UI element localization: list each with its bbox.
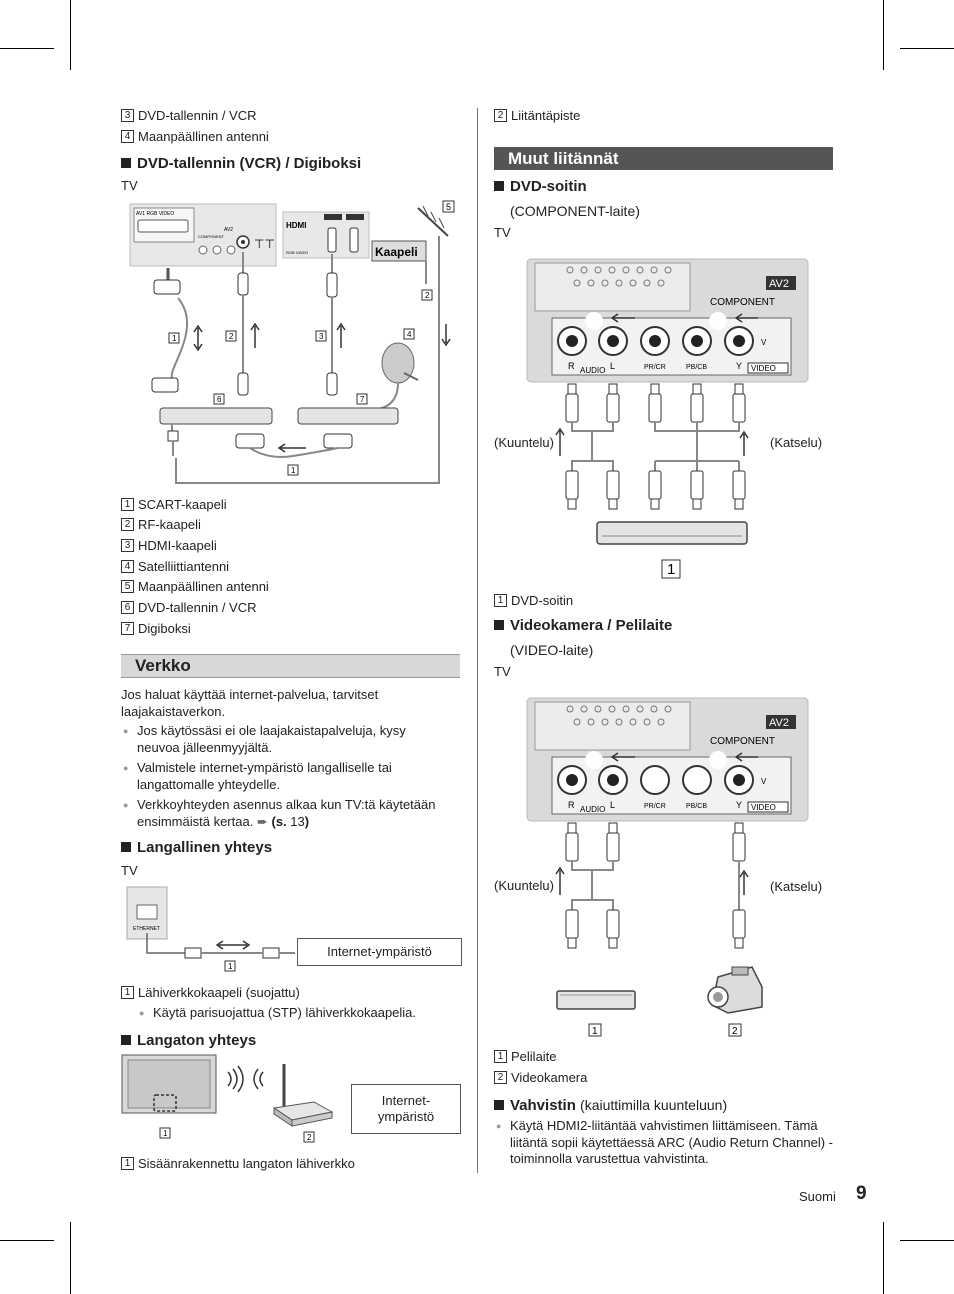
svg-text:2: 2 — [229, 332, 234, 341]
svg-text:AV2: AV2 — [769, 278, 789, 290]
svg-text:AV2: AV2 — [769, 717, 789, 729]
verkko-intro: Jos haluat käyttää internet-palvelua, tarvitset laajakaistaverkon. — [121, 687, 379, 719]
legend-item: 1 Sisäänrakennettu langaton lähiverkko — [121, 1156, 355, 1172]
legend-item: 1 DVD-soitin — [494, 593, 573, 609]
listening-label: (Kuuntelu) — [494, 435, 554, 450]
section-band-muut: Muut liitännät — [494, 147, 833, 170]
svg-text:Y: Y — [736, 361, 743, 371]
section-subheading: (VIDEO-laite) — [510, 642, 594, 658]
legend-item: 3 HDMI-kaapeli — [121, 538, 217, 554]
svg-text:Y: Y — [736, 800, 743, 810]
legend-item: 1 Pelilaite — [494, 1049, 557, 1065]
svg-text:L: L — [610, 361, 616, 371]
svg-text:⊤⊤: ⊤⊤ — [254, 237, 275, 251]
amp-bullet: ● Käytä HDMI2-liitäntää vahvistimen liittämiseen. Tämä liitäntä sopii käytettäessä ARC (Audio Return Channel) -toiminnolla varustettua vahvistinta. — [494, 1118, 840, 1168]
crop-mark — [900, 1240, 954, 1241]
svg-text:COMPONENT: COMPONENT — [198, 234, 224, 239]
svg-text:3: 3 — [319, 332, 324, 341]
svg-text:5: 5 — [446, 202, 452, 212]
page-number: 9 — [856, 1183, 867, 1204]
dvd-recorder-connection-diagram — [128, 198, 463, 488]
svg-text:2: 2 — [307, 1133, 312, 1142]
video-connection-diagram — [490, 695, 830, 1040]
svg-text:VIDEO: VIDEO — [751, 364, 776, 373]
section-subheading: (COMPONENT-laite) — [510, 203, 640, 219]
wired-bullet: ● Käytä parisuojattua (STP) lähiverkkokaapelia. — [137, 1005, 453, 1022]
svg-text:1: 1 — [667, 561, 676, 578]
crop-mark — [900, 48, 954, 49]
legend-item: 1 SCART-kaapeli — [121, 497, 227, 513]
verkko-bullet: ● Valmistele internet-ympäristö langalliselle tai langattomalle yhteydelle. — [121, 760, 442, 793]
svg-text:COMPONENT: COMPONENT — [710, 297, 775, 308]
svg-text:AUDIO: AUDIO — [580, 805, 606, 814]
crop-mark — [883, 0, 884, 70]
svg-text:1: 1 — [592, 1026, 598, 1037]
viewing-label: (Katselu) — [770, 879, 823, 894]
svg-text:2: 2 — [425, 291, 430, 300]
svg-text:VIDEO: VIDEO — [751, 803, 776, 812]
wireless-connection-diagram — [118, 1052, 348, 1144]
section-heading: Videokamera / Pelilaite — [494, 617, 672, 634]
list-item: 3 DVD-tallennin / VCR — [121, 108, 257, 124]
svg-text:PR/CR: PR/CR — [644, 803, 666, 810]
tv-label: TV — [121, 178, 138, 193]
svg-text:V: V — [761, 338, 767, 347]
legend-item: 2 RF-kaapeli — [121, 517, 201, 533]
svg-text:COMPONENT: COMPONENT — [710, 736, 775, 747]
svg-text:Kaapeli: Kaapeli — [375, 245, 418, 259]
section-heading: Langaton yhteys — [121, 1032, 256, 1049]
list-item: 4 Maanpäällinen antenni — [121, 129, 269, 145]
svg-text:PR/CR: PR/CR — [644, 364, 666, 371]
svg-text:7: 7 — [360, 395, 365, 404]
internet-environment-box: Internet-ympäristö — [297, 938, 462, 966]
svg-text:HDMI: HDMI — [286, 221, 307, 230]
svg-text:V: V — [761, 777, 767, 786]
section-band-verkko: Verkko — [121, 654, 460, 678]
svg-text:1: 1 — [163, 1129, 168, 1138]
svg-text:PB/CB: PB/CB — [686, 803, 708, 810]
svg-text:1: 1 — [291, 466, 296, 475]
component-connection-diagram — [490, 256, 830, 586]
crop-mark — [883, 1222, 884, 1294]
legend-item: 1 Lähiverkkokaapeli (suojattu) — [121, 985, 300, 1001]
section-heading: Vahvistin (kaiuttimilla kuunteluun) — [494, 1097, 727, 1114]
section-heading: DVD-soitin — [494, 178, 587, 195]
legend-item: 2 Videokamera — [494, 1070, 587, 1086]
tv-label: TV — [121, 863, 138, 878]
wired-connection-diagram — [125, 885, 295, 975]
crop-mark — [0, 1240, 54, 1241]
viewing-label: (Katselu) — [770, 435, 823, 450]
svg-text:AV1 RGB VIDEO: AV1 RGB VIDEO — [136, 211, 175, 217]
crop-mark — [0, 48, 54, 49]
section-heading: DVD-tallennin (VCR) / Digiboksi — [121, 155, 361, 172]
tv-label: TV — [494, 664, 511, 679]
svg-text:1: 1 — [228, 962, 233, 971]
svg-text:ETHERNET: ETHERNET — [133, 926, 160, 932]
verkko-bullet: ● Jos käytössäsi ei ole laajakaistapalveluja, kysy neuvoa jälleenmyyjältä. — [121, 723, 442, 756]
svg-text:RGB VIDEO: RGB VIDEO — [286, 250, 309, 255]
section-heading: Langallinen yhteys — [121, 839, 272, 856]
svg-text:R: R — [568, 800, 575, 810]
tv-label: TV — [494, 225, 511, 240]
internet-environment-box: Internet- ympäristö — [351, 1084, 461, 1134]
legend-item: 4 Satelliittiantenni — [121, 559, 229, 575]
listening-label: (Kuuntelu) — [494, 878, 554, 893]
svg-text:PB/CB: PB/CB — [686, 364, 708, 371]
footer-language: Suomi — [799, 1189, 836, 1204]
svg-text:AV2: AV2 — [224, 227, 234, 233]
arrow-icon: ➨ — [256, 813, 268, 829]
svg-text:L: L — [610, 800, 616, 810]
legend-item: 7 Digiboksi — [121, 621, 191, 637]
legend-item: 6 DVD-tallennin / VCR — [121, 600, 257, 616]
svg-text:1: 1 — [172, 334, 177, 343]
column-divider — [477, 108, 478, 1173]
crop-mark — [70, 1222, 71, 1294]
verkko-bullet: ● Verkkoyhteyden asennus alkaa kun TV:tä käytetään ensimmäistä kertaa. ➨ (s. 13) — [121, 797, 467, 830]
crop-mark — [70, 0, 71, 70]
svg-text:AUDIO: AUDIO — [580, 366, 606, 375]
svg-text:6: 6 — [217, 395, 222, 404]
svg-text:4: 4 — [407, 330, 412, 339]
list-item: 2 Liitäntäpiste — [494, 108, 580, 124]
svg-text:2: 2 — [732, 1026, 738, 1037]
svg-text:R: R — [568, 361, 575, 371]
legend-item: 5 Maanpäällinen antenni — [121, 579, 269, 595]
